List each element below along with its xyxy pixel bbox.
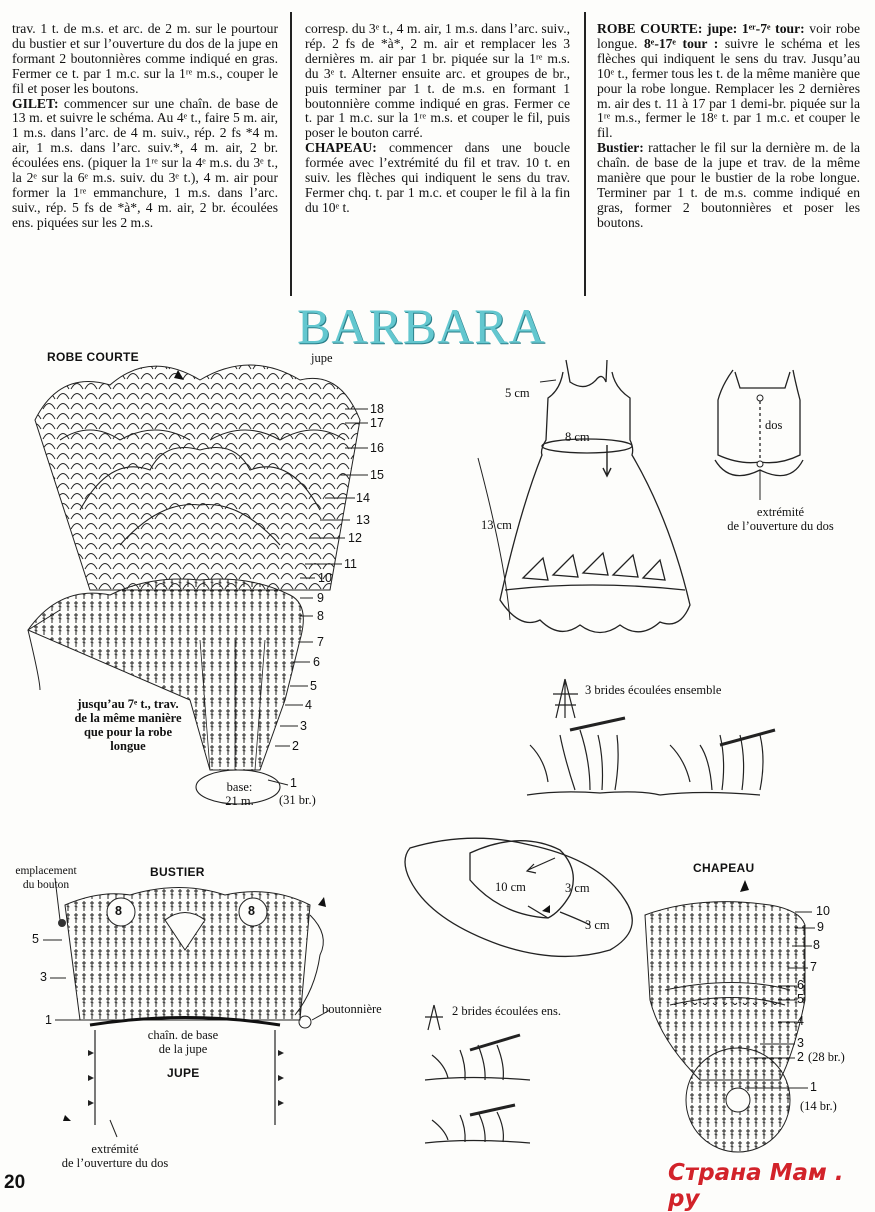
chapeau-label: CHAPEAU [693, 861, 755, 875]
emplacement-line: emplacement [15, 865, 77, 877]
emplacement-line: du bouton [22, 879, 70, 891]
bustier-text: rattacher le fil sur la dernière m. de la chaîn. de base de la jupe et trav. de la même manière que pour le bustier de la robe longue. Terminer par 1 t. de m.s. comme indiqué en gras, former 2 boutonnières et poser les boutons. [597, 140, 860, 230]
chapeau-row-6: 6 [797, 978, 804, 992]
chapeau-row-1: 1 [810, 1080, 817, 1094]
page-number: 20 [4, 1172, 26, 1193]
robe-note-line: jusqu’au 7ᵉ t., trav. [77, 697, 179, 711]
robe-note [54, 697, 202, 753]
legend-2-brides-illustration [425, 1005, 530, 1143]
robe-note-line: de la même manière [74, 711, 182, 725]
row-label-17: 17 [370, 416, 384, 430]
row-label-18: 18 [370, 402, 384, 416]
hat-dim-10cm: 10 cm [495, 880, 526, 894]
emplacement-label [6, 864, 86, 892]
chapeau-text: commencer dans une boucle formée avec l’extrémité du fil et trav. 10 t. en suiv. les flèches qui indiquent le sens du trav. Fermer chq. t. par 1 m.c. et couper le fil à la fin du 10ᵉ t. [305, 140, 570, 215]
bustier-eight-right: 8 [248, 904, 255, 918]
hat-dim-3cm-b: 3 cm [585, 918, 610, 932]
dim-5cm: 5 cm [505, 386, 530, 400]
row-label-8: 8 [317, 609, 324, 623]
jupe-heading: JUPE [167, 1066, 200, 1080]
boutonniere-label: boutonnière [322, 1002, 382, 1016]
chapeau-heading: CHAPEAU: [305, 140, 377, 156]
base-label-line: 21 m. [225, 794, 254, 808]
row-label-5: 5 [310, 679, 317, 693]
chapeau-row-10: 10 [816, 904, 830, 918]
bustier-extremite-label [35, 1142, 195, 1170]
hat-dim-3cm-a: 3 cm [565, 881, 590, 895]
row-label-2: 2 [292, 739, 299, 753]
chain-base-label [128, 1028, 238, 1056]
chapeau-row-9: 9 [817, 920, 824, 934]
dim-13cm: 13 cm [481, 518, 512, 532]
chapeau-row-5: 5 [797, 992, 804, 1006]
chapeau-row-3: 3 [797, 1036, 804, 1050]
chapeau-count-14: (14 br.) [800, 1099, 837, 1113]
robe-note-line: longue [110, 739, 146, 753]
base-label [212, 780, 267, 808]
row-label-16: 16 [370, 441, 384, 455]
chapeau-count-28: (28 br.) [808, 1050, 845, 1064]
row-label-3: 3 [300, 719, 307, 733]
chain-base-line: de la jupe [158, 1042, 208, 1056]
bustier-row-1: 1 [45, 1013, 52, 1027]
bustier-heading: Bustier: [597, 140, 644, 156]
row-label-9: 9 [317, 591, 324, 605]
row-label-14: 14 [356, 491, 370, 505]
extremite-label [713, 505, 848, 533]
row-label-10: 10 [318, 571, 332, 585]
hat-illustration [405, 838, 632, 956]
robe-stitch-count: (31 br.) [279, 793, 316, 807]
robe-courte-label: ROBE COURTE [47, 350, 139, 364]
robe-heading-2: 8ᵉ-17ᵉ tour : [644, 35, 719, 51]
row-label-13: 13 [356, 513, 370, 527]
robe-text-2: suivre le schéma et les flèches qui indiquent le sens du trav. Jusqu’au 10ᵉ t., fermer tous les t. de la même manière que pour la robe longue. Remplacer les 2 dernières m. air des t. 11 à 17 par 1 demi-br. piquée sur la 1ʳᵉ m.s., fermer le 18ᵉ t. par 1 m.c. et couper le fil. [597, 35, 861, 141]
row-label-4: 4 [305, 698, 312, 712]
legend-3-brides-label: 3 brides écoulées ensemble [585, 683, 722, 697]
row-label-12: 12 [348, 531, 362, 545]
chain-base-line: chaîn. de base [147, 1028, 219, 1042]
robe-note-line: que pour la robe [83, 725, 173, 739]
bustier-extremite-line: extrémité [91, 1142, 139, 1156]
gilet-text: commencer sur une chaîn. de base de 13 m. et suivre le schéma. Au 4ᵉ t., faire 5 m. air, 1 m.s. dans l’arc. de 4 m. suiv., rép. 2 fs *4 m. air, 1 m.s. dans l’arc. suiv.*, 4 m. air, 2 br. écoulées ens. (piquer la 1ʳᵉ sur la 4ᵉ m.s. du 3ᵉ t., la 2ᵉ sur la 6ᵉ m.s. suiv. du 3ᵉ t.), 4 m. air pour former la 1ʳᵉ emmanchure, 1 m.s. dans l’arc. suiv., rép. 5 fs de *à*, 4 m. air, 2 br. écoulées ens. piquées sur les 2 m.s. [12, 95, 278, 230]
row-label-11: 11 [344, 557, 357, 571]
bustier-row-3: 3 [40, 970, 47, 984]
dress-front-outline [478, 360, 690, 633]
extremite-line: extrémité [756, 505, 805, 519]
watermark: Страна Мам . ру [668, 1160, 844, 1212]
base-label-line: base: [226, 780, 253, 794]
dress-back-outline [715, 370, 803, 500]
robe-courte-heading: ROBE COURTE: jupe: 1ᵉʳ-7ᵉ tour: [597, 21, 805, 36]
col2-paragraph: corresp. du 3ᵉ t., 4 m. air, 1 m.s. dans l’arc. suiv., rép. 2 fs de *à*, 2 m. air et remplacer les 3 dernières m. air par 1 br. piquée sur la 1ʳᵉ m.s. du 3ᵉ t. Alterner ensuite arc. et groupes de br., puis terminer par 1 t. de m.s. en formant 1 boutonnière comme indiqué en gras. Fermer ce t. par 1 m.c. sur la 1ʳᵉ m.s. et couper le fil, puis poser le bouton carré. [305, 21, 570, 141]
dos-label: dos [765, 418, 783, 432]
pattern-title: BARBARA [297, 298, 546, 354]
row-label-7: 7 [317, 635, 324, 649]
bustier-row-5: 5 [32, 932, 39, 946]
row-label-6: 6 [313, 655, 320, 669]
bustier-extremite-line: de l’ouverture du dos [61, 1156, 169, 1170]
row-label-1: 1 [290, 776, 297, 790]
bustier-eight-left: 8 [115, 904, 122, 918]
chapeau-row-2: 2 [797, 1050, 804, 1064]
gilet-heading: GILET: [12, 95, 59, 111]
chapeau-row-4: 4 [797, 1014, 804, 1028]
robe-text-1: voir robe longue. [597, 21, 860, 51]
legend-2-brides-label: 2 brides écoulées ens. [452, 1004, 561, 1018]
bustier-chart [43, 878, 330, 1137]
chapeau-chart [645, 880, 815, 1152]
col1-paragraph: trav. 1 t. de m.s. et arc. de 2 m. sur le pourtour du bustier et sur l’ouverture du dos de la jupe en formant 2 boutonnières comme indiqué en gras. Fermer ce t. par 1 m.c. sur la 1ʳᵉ m.s., couper le fil et poser les boutons. [12, 21, 278, 96]
chapeau-row-8: 8 [813, 938, 820, 952]
bustier-label: BUSTIER [150, 865, 205, 879]
row-label-15: 15 [370, 468, 384, 482]
jupe-label: jupe [311, 351, 333, 365]
dim-8cm: 8 cm [565, 430, 590, 444]
chapeau-row-7: 7 [810, 960, 817, 974]
extremite-line: de l’ouverture du dos [727, 519, 834, 533]
